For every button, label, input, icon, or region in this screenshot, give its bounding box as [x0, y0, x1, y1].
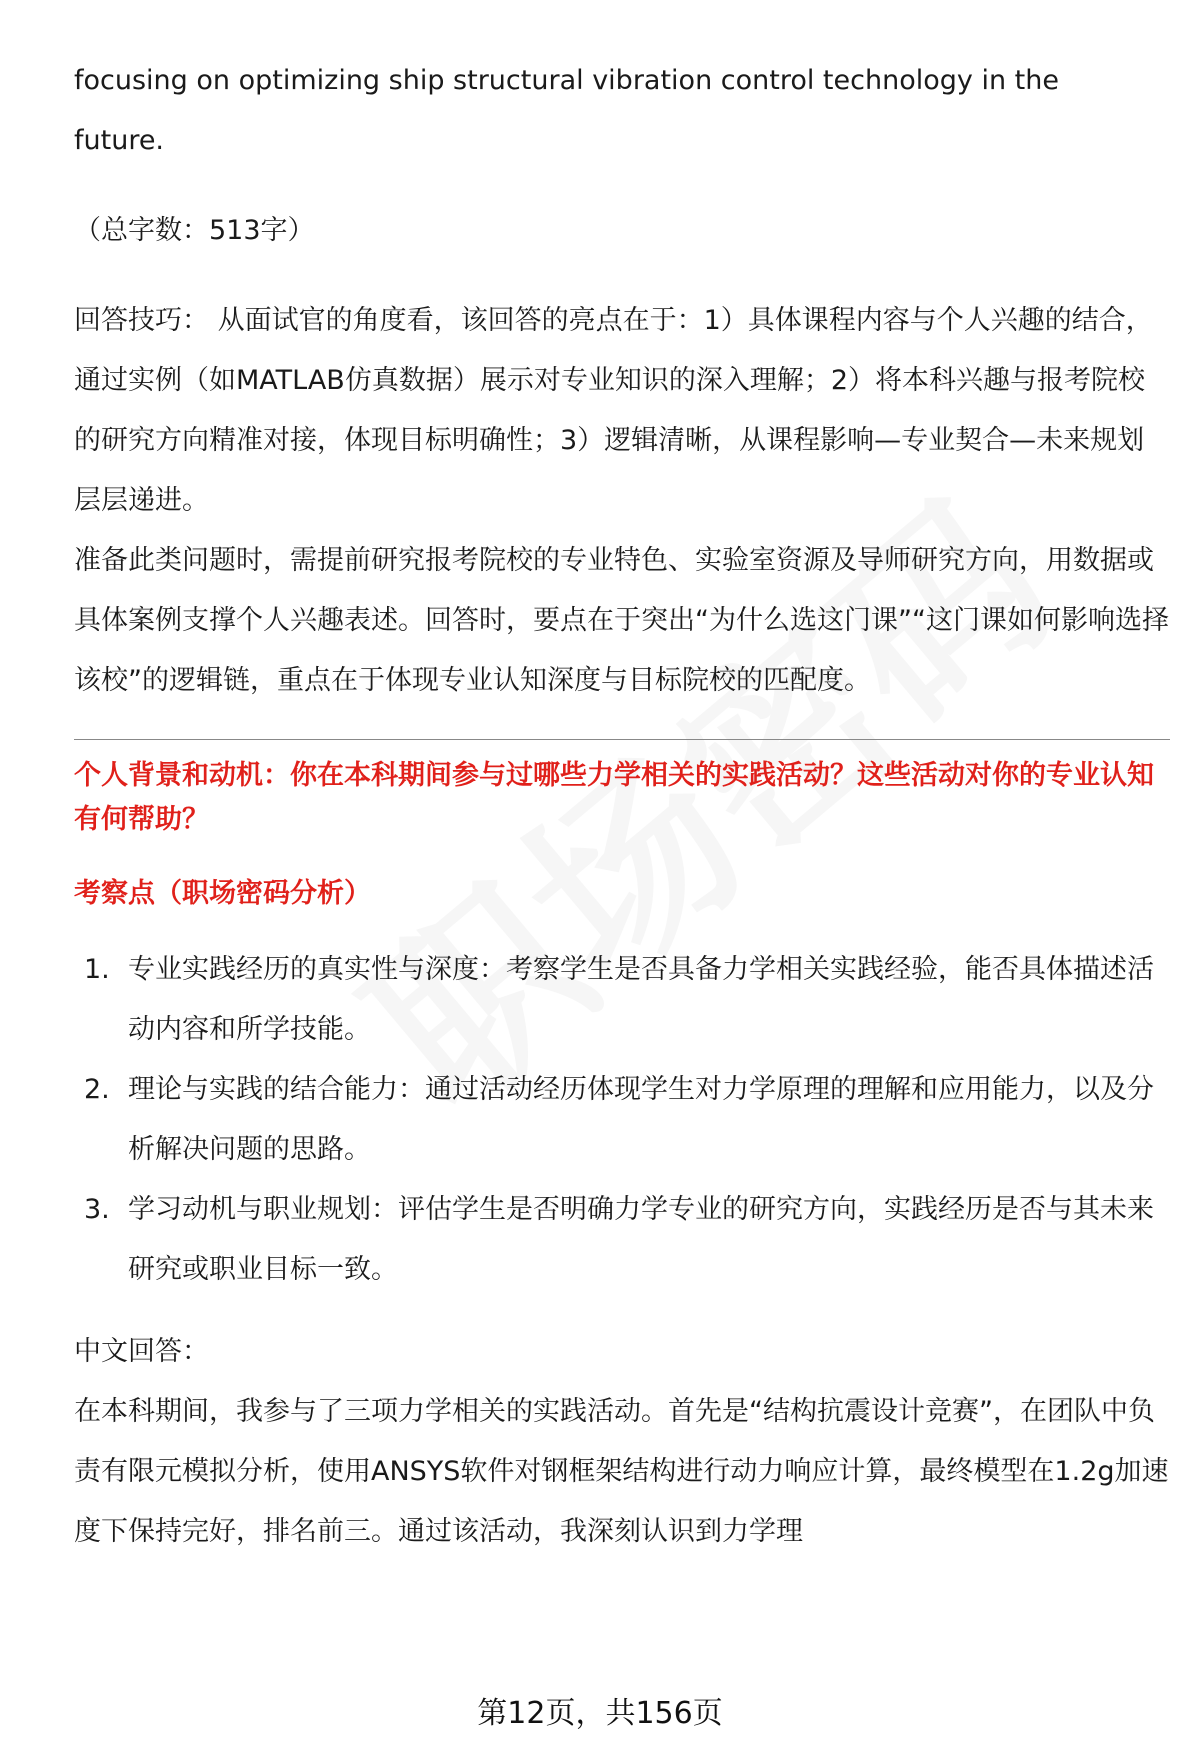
list-text: 学习动机与职业规划：评估学生是否明确力学专业的研究方向，实践经历是否与其未来研究或职业目标一致。: [128, 1194, 1154, 1285]
question-heading: 个人背景和动机：你在本科期间参与过哪些力学相关的实践活动？这些活动对你的专业认知有何帮助？: [74, 760, 1154, 835]
list-item: [74, 1180, 1170, 1300]
answer-label: 中文回答：: [74, 1336, 209, 1367]
intro-line: future.: [74, 125, 165, 156]
tips-paragraph: 回答技巧： 从面试官的角度看，该回答的亮点在于：1）具体课程内容与个人兴趣的结合，通过实例（如MATLAB仿真数据）展示对专业知识的深入理解；2）将本科兴趣与报考院校的研究方向精准对接，体现目标明确性；3）逻辑清晰，从课程影响—专业契合—未来规划层层递进。: [74, 305, 1153, 516]
answer-text: 在本科期间，我参与了三项力学相关的实践活动。首先是“结构抗震设计竞赛”，在团队中负责有限元模拟分析，使用ANSYS软件对钢框架结构进行动力响应计算，最终模型在1.2g加速度下保持完好，排名前三。通过该活动，我深刻认识到力学理: [74, 1396, 1169, 1547]
list-text: 理论与实践的结合能力：通过活动经历体现学生对力学原理的理解和应用能力，以及分析解决问题的思路。: [128, 1074, 1154, 1165]
list-item: [74, 1060, 1170, 1180]
list-text: 专业实践经历的真实性与深度：考察学生是否具备力学相关实践经验，能否具体描述活动内容和所学技能。: [128, 954, 1154, 1045]
word-count: （总字数：513字）: [74, 215, 315, 246]
document-page: [74, 51, 1170, 1562]
intro-line: focusing on optimizing ship structural vibration control technology in the: [74, 65, 1059, 96]
tips-paragraph: 准备此类问题时，需提前研究报考院校的专业特色、实验室资源及导师研究方向，用数据或具体案例支撑个人兴趣表述。回答时，要点在于突出“为什么选这门课”“这门课如何影响选择该校”的逻辑链，重点在于体现专业认知深度与目标院校的匹配度。: [74, 545, 1169, 696]
list-number: 3.: [84, 1194, 110, 1225]
list-number: 1.: [84, 954, 110, 985]
page-number: 第12页，共156页: [477, 1696, 723, 1731]
points-list: [74, 940, 1170, 1300]
section-heading: 考察点（职场密码分析）: [74, 878, 371, 909]
list-number: 2.: [84, 1074, 110, 1105]
list-item: [74, 940, 1170, 1060]
divider: [74, 739, 1170, 740]
